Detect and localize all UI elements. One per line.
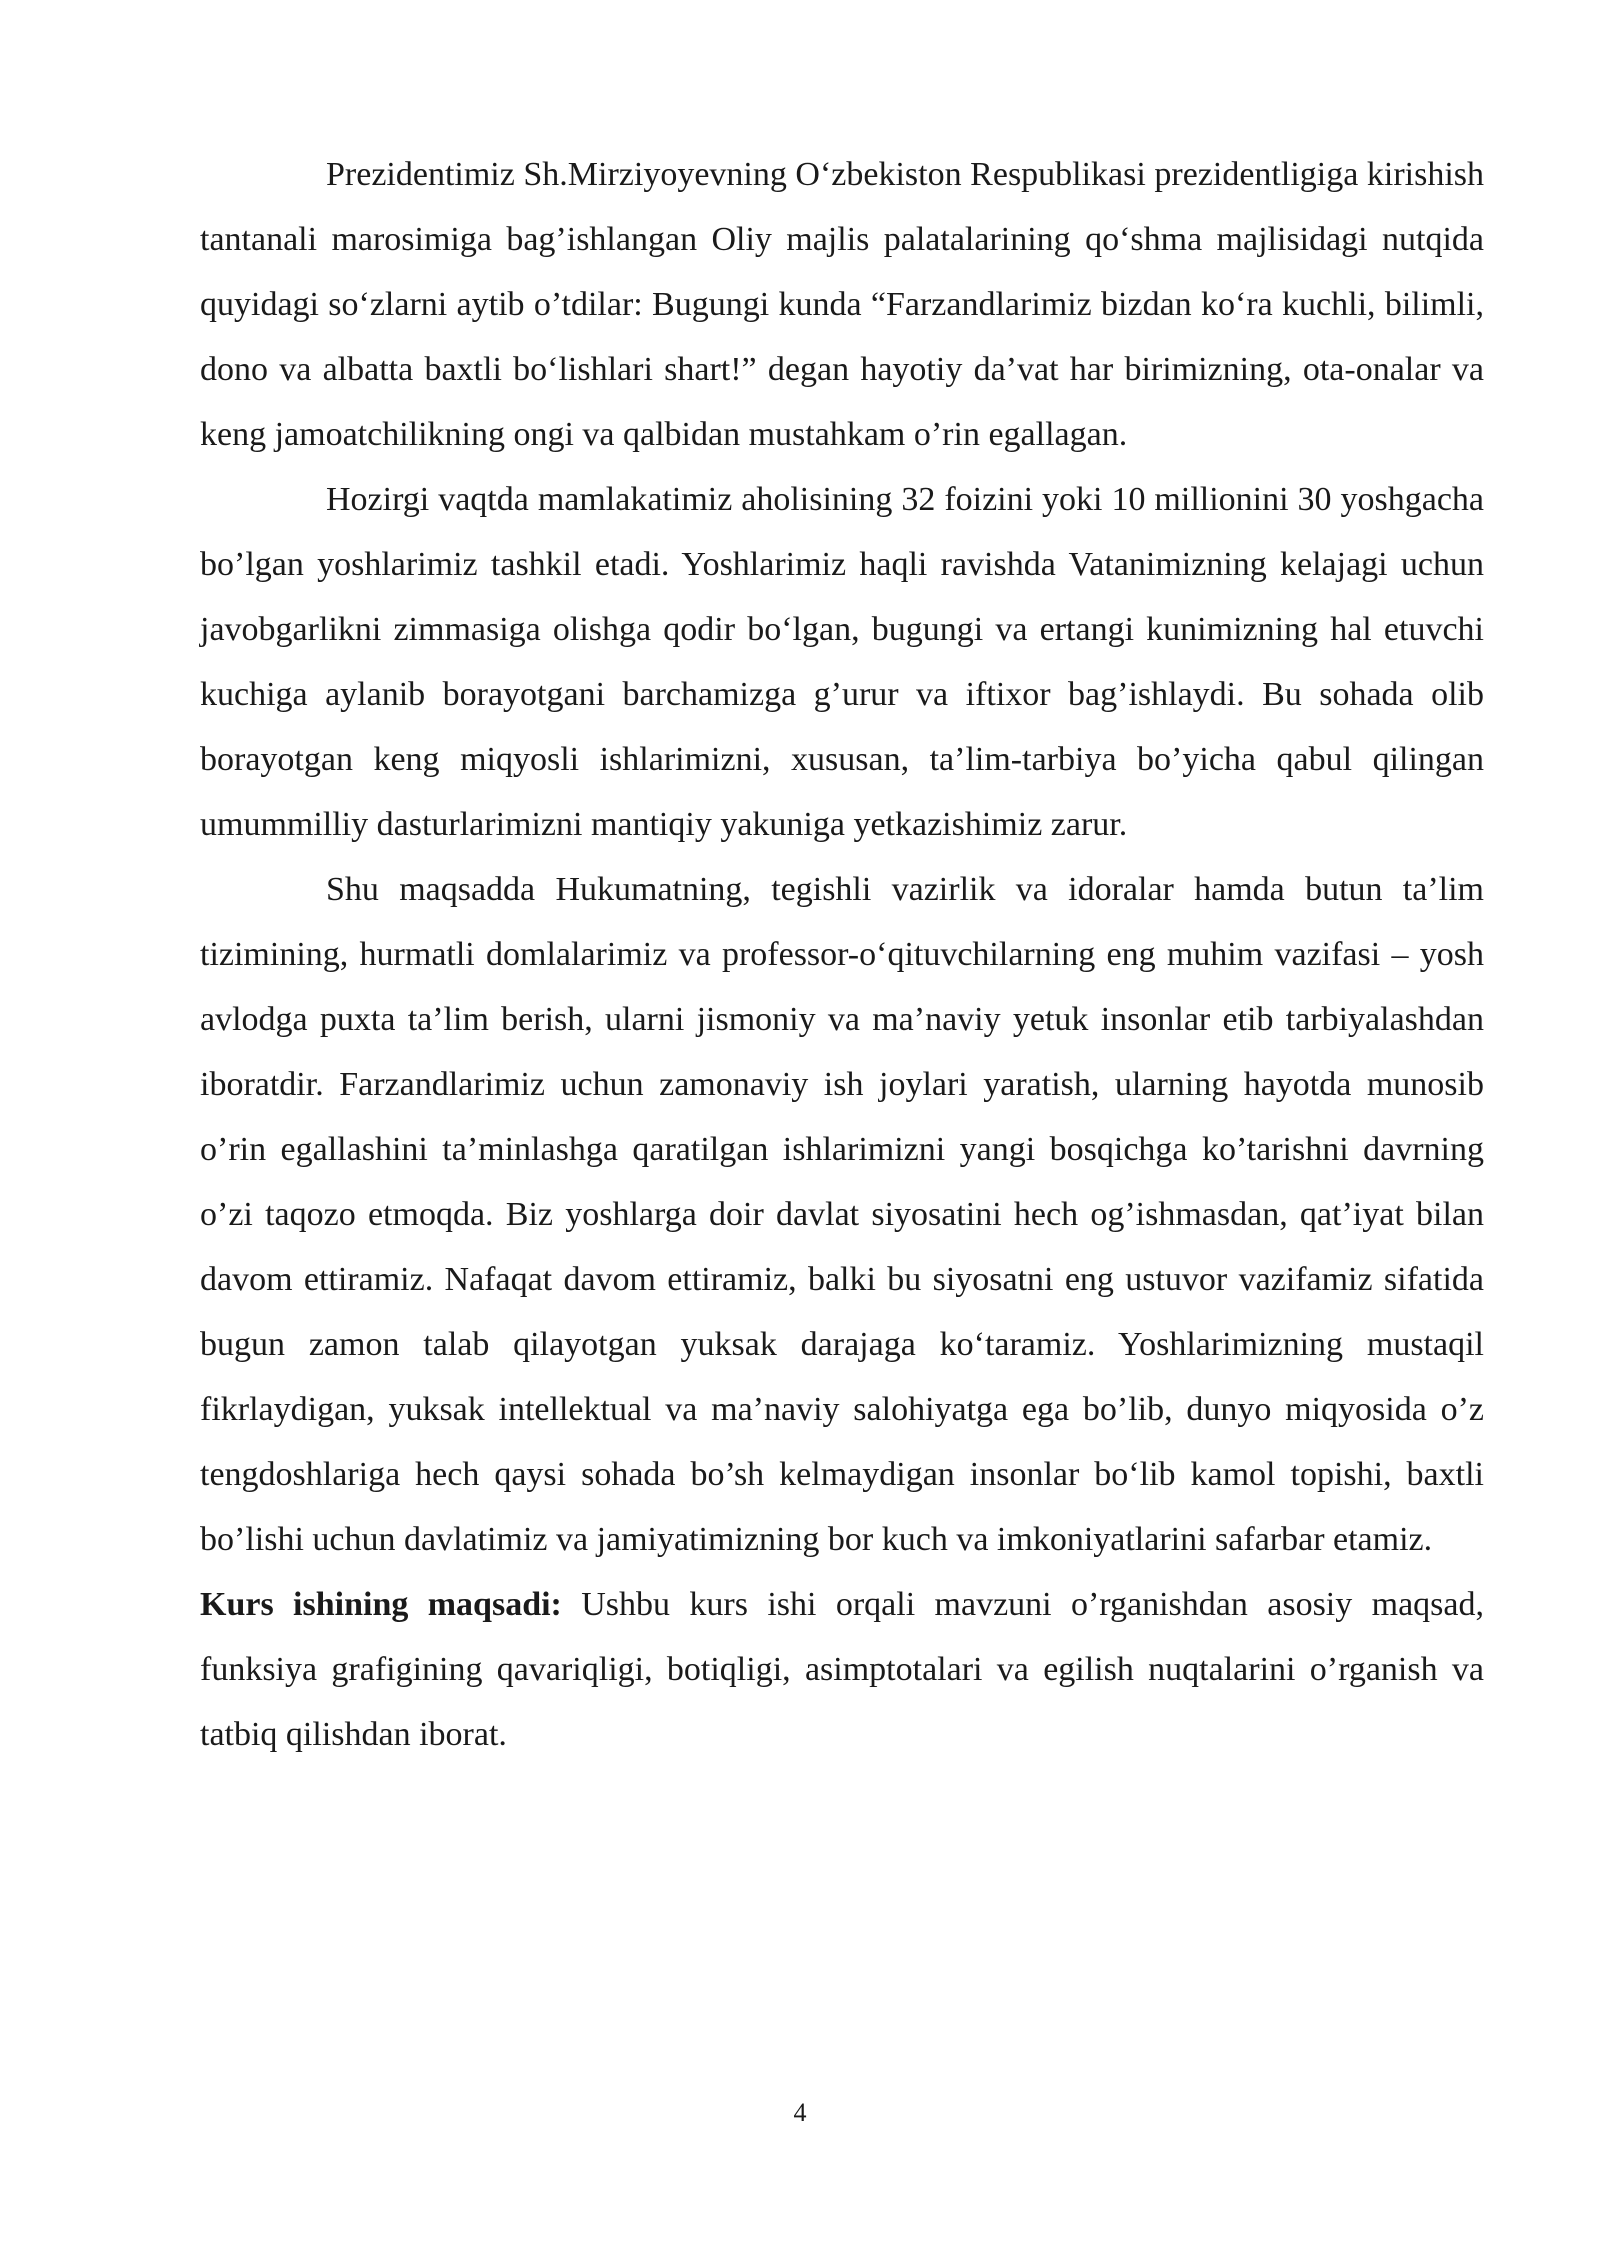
- page-number: 4: [793, 2098, 807, 2127]
- body-text: [200, 142, 1484, 1767]
- goal-text: Ushbu kurs ishi orqali mavzuni o’rganishdan asosiy maqsad, funksiya grafigining qavariqligi, botiqligi, asimptotalari va egilish nuqtalarini o’rganish va tatbiq qilishdan iborat.: [200, 1586, 1484, 1753]
- paragraph-1: Prezidentimiz Sh.Mirziyoyevning O‘zbekiston Respublikasi prezidentligiga kirishish tantanali marosimiga bag’ishlangan Oliy majlis palatalarining qo‘shma majlisidagi nutqida quyidagi so‘zlarni aytib o’tdilar: Bugungi kunda “Farzandlarimiz bizdan ko‘ra kuchli, bilimli, dono va albatta baxtli bo‘lishlari shart!” degan hayotiy da’vat har birimizning, ota-onalar va keng jamoatchilikning ongi va qalbidan mustahkam o’rin egallagan.: [200, 156, 1484, 453]
- goal-paragraph: [200, 1572, 1484, 1767]
- paragraph-2: Hozirgi vaqtda mamlakatimiz aholisining 32 foizini yoki 10 millionini 30 yoshgacha bo’lgan yoshlarimiz tashkil etadi. Yoshlarimiz haqli ravishda Vatanimizning kelajagi uchun javobgarlikni zimmasiga olishga qodir bo‘lgan, bugungi va ertangi kunimizning hal etuvchi kuchiga aylanib borayotgani barchamizga g’urur va iftixor bag’ishlaydi. Bu sohada olib borayotgan keng miqyosli ishlarimizni, xususan, ta’lim-tarbiya bo’yicha qabul qilingan umummilliy dasturlarimizni mantiqiy yakuniga yetkazishimiz zarur.: [200, 481, 1484, 843]
- paragraph-3: Shu maqsadda Hukumatning, tegishli vazirlik va idoralar hamda butun ta’lim tizimining, hurmatli domlalarimiz va professor-o‘qituvchilarning eng muhim vazifasi – yosh avlodga puxta ta’lim berish, ularni jismoniy va ma’naviy yetuk insonlar etib tarbiyalashdan iboratdir. Farzandlarimiz uchun zamonaviy ish joylari yaratish, ularning hayotda munosib o’rin egallashini ta’minlashga qaratilgan ishlarimizni yangi bosqichga ko’tarishni davrning o’zi taqozo etmoqda. Biz yoshlarga doir davlat siyosatini hech og’ishmasdan, qat’iyat bilan davom ettiramiz. Nafaqat davom ettiramiz, balki bu siyosatni eng ustuvor vazifamiz sifatida bugun zamon talab qilayotgan yuksak darajaga ko‘taramiz. Yoshlarimizning mustaqil fikrlaydigan, yuksak intellektual va ma’naviy salohiyatga ega bo’lib, dunyo miqyosida o’z tengdoshlariga hech qaysi sohada bo’sh kelmaydigan insonlar bo‘lib kamol topishi, baxtli bo’lishi uchun davlatimiz va jamiyatimizning bor kuch va imkoniyatlarini safarbar etamiz.: [200, 871, 1484, 1558]
- goal-label: Kurs ishining maqsadi:: [200, 1586, 562, 1623]
